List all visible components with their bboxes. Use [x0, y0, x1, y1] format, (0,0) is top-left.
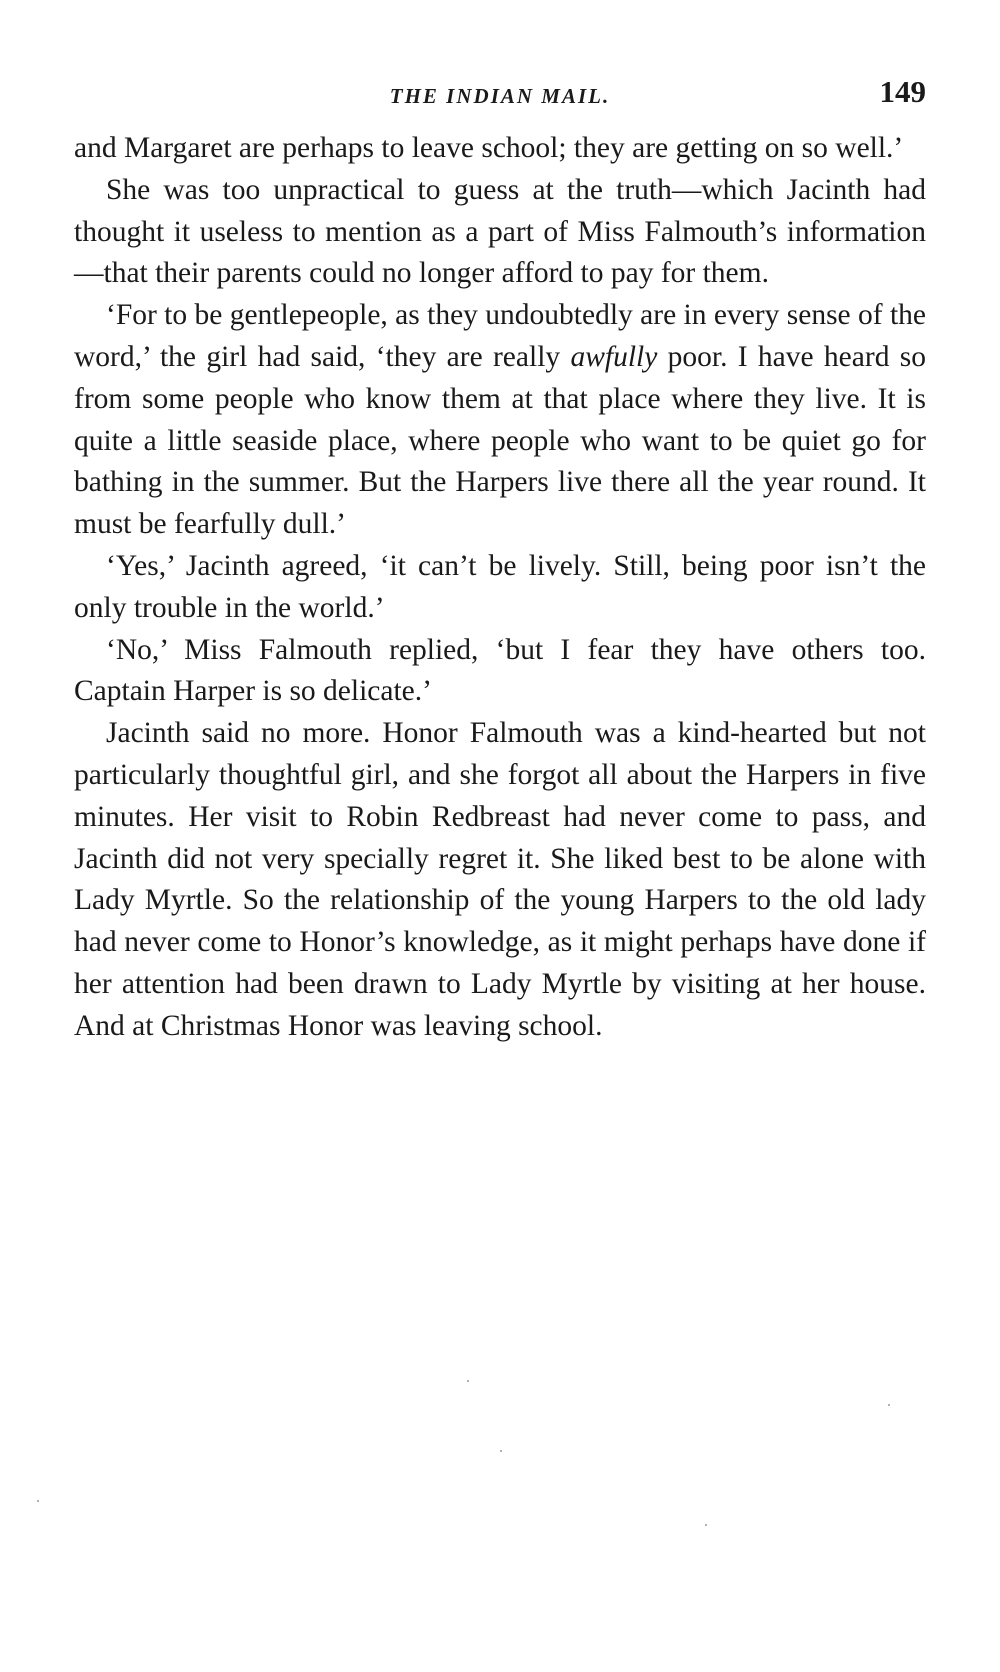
paragraph-4 — [74, 546, 926, 630]
running-header — [74, 70, 926, 128]
body-text — [74, 128, 926, 1048]
paragraph-6 — [74, 713, 926, 1047]
paragraph-text: ‘No,’ Miss Falmouth replied, ‘but I fear they have others too. Captain Harper is so delicate.’ — [74, 633, 926, 708]
paragraph-3 — [74, 295, 926, 546]
paragraph-text: She was too unpractical to guess at the truth—which Jacinth had thought it useless to mention as a part of Miss Falmouth’s information—that their parents could no longer afford to pay for them. — [74, 173, 926, 290]
paragraph-2 — [74, 170, 926, 295]
paper-speck — [888, 1404, 890, 1406]
paragraph-text: Jacinth said no more. Honor Falmouth was a kind-hearted but not particularly thoughtful girl, and she forgot all about the Harpers in five minutes. Her visit to Robin Redbreast had never come to pass, and Jacinth did not very specially regret it. She liked best to be alone with Lady Myrtle. So the relationship of the young Harpers to the old lady had never come to Honor’s knowledge, as it might perhaps have done if her attention had been drawn to Lady Myrtle by visiting at her house. And at Christmas Honor was leaving school. — [74, 717, 926, 1042]
paragraph-text: poor. I have heard so from some people who know them at that place where they live. It is quite a little seaside place, where people who want to be quiet go for bathing in the summer. But the Harpers live there all the year round. It must be fearfully dull.’ — [74, 340, 926, 541]
paper-speck — [37, 1500, 39, 1502]
paper-speck — [467, 1380, 469, 1382]
book-page — [74, 70, 926, 1048]
paragraph-text: ‘Yes,’ Jacinth agreed, ‘it can’t be lively. Still, being poor isn’t the only trouble in the world.’ — [74, 549, 926, 624]
paper-speck — [705, 1524, 707, 1526]
emphasis-text: awfully — [570, 340, 658, 373]
paragraph-text: ‘For to be gentlepeople, as they undoubtedly are in every sense of the word,’ the girl had said, ‘they are really — [74, 299, 927, 373]
paper-speck — [500, 1450, 502, 1452]
page-number: 149 — [879, 74, 926, 109]
paragraph-text: and Margaret are perhaps to leave school; they are getting on so well.’ — [74, 132, 904, 164]
running-title: THE INDIAN MAIL. — [389, 84, 611, 108]
paragraph-1 — [74, 128, 926, 170]
paragraph-5 — [74, 630, 926, 714]
